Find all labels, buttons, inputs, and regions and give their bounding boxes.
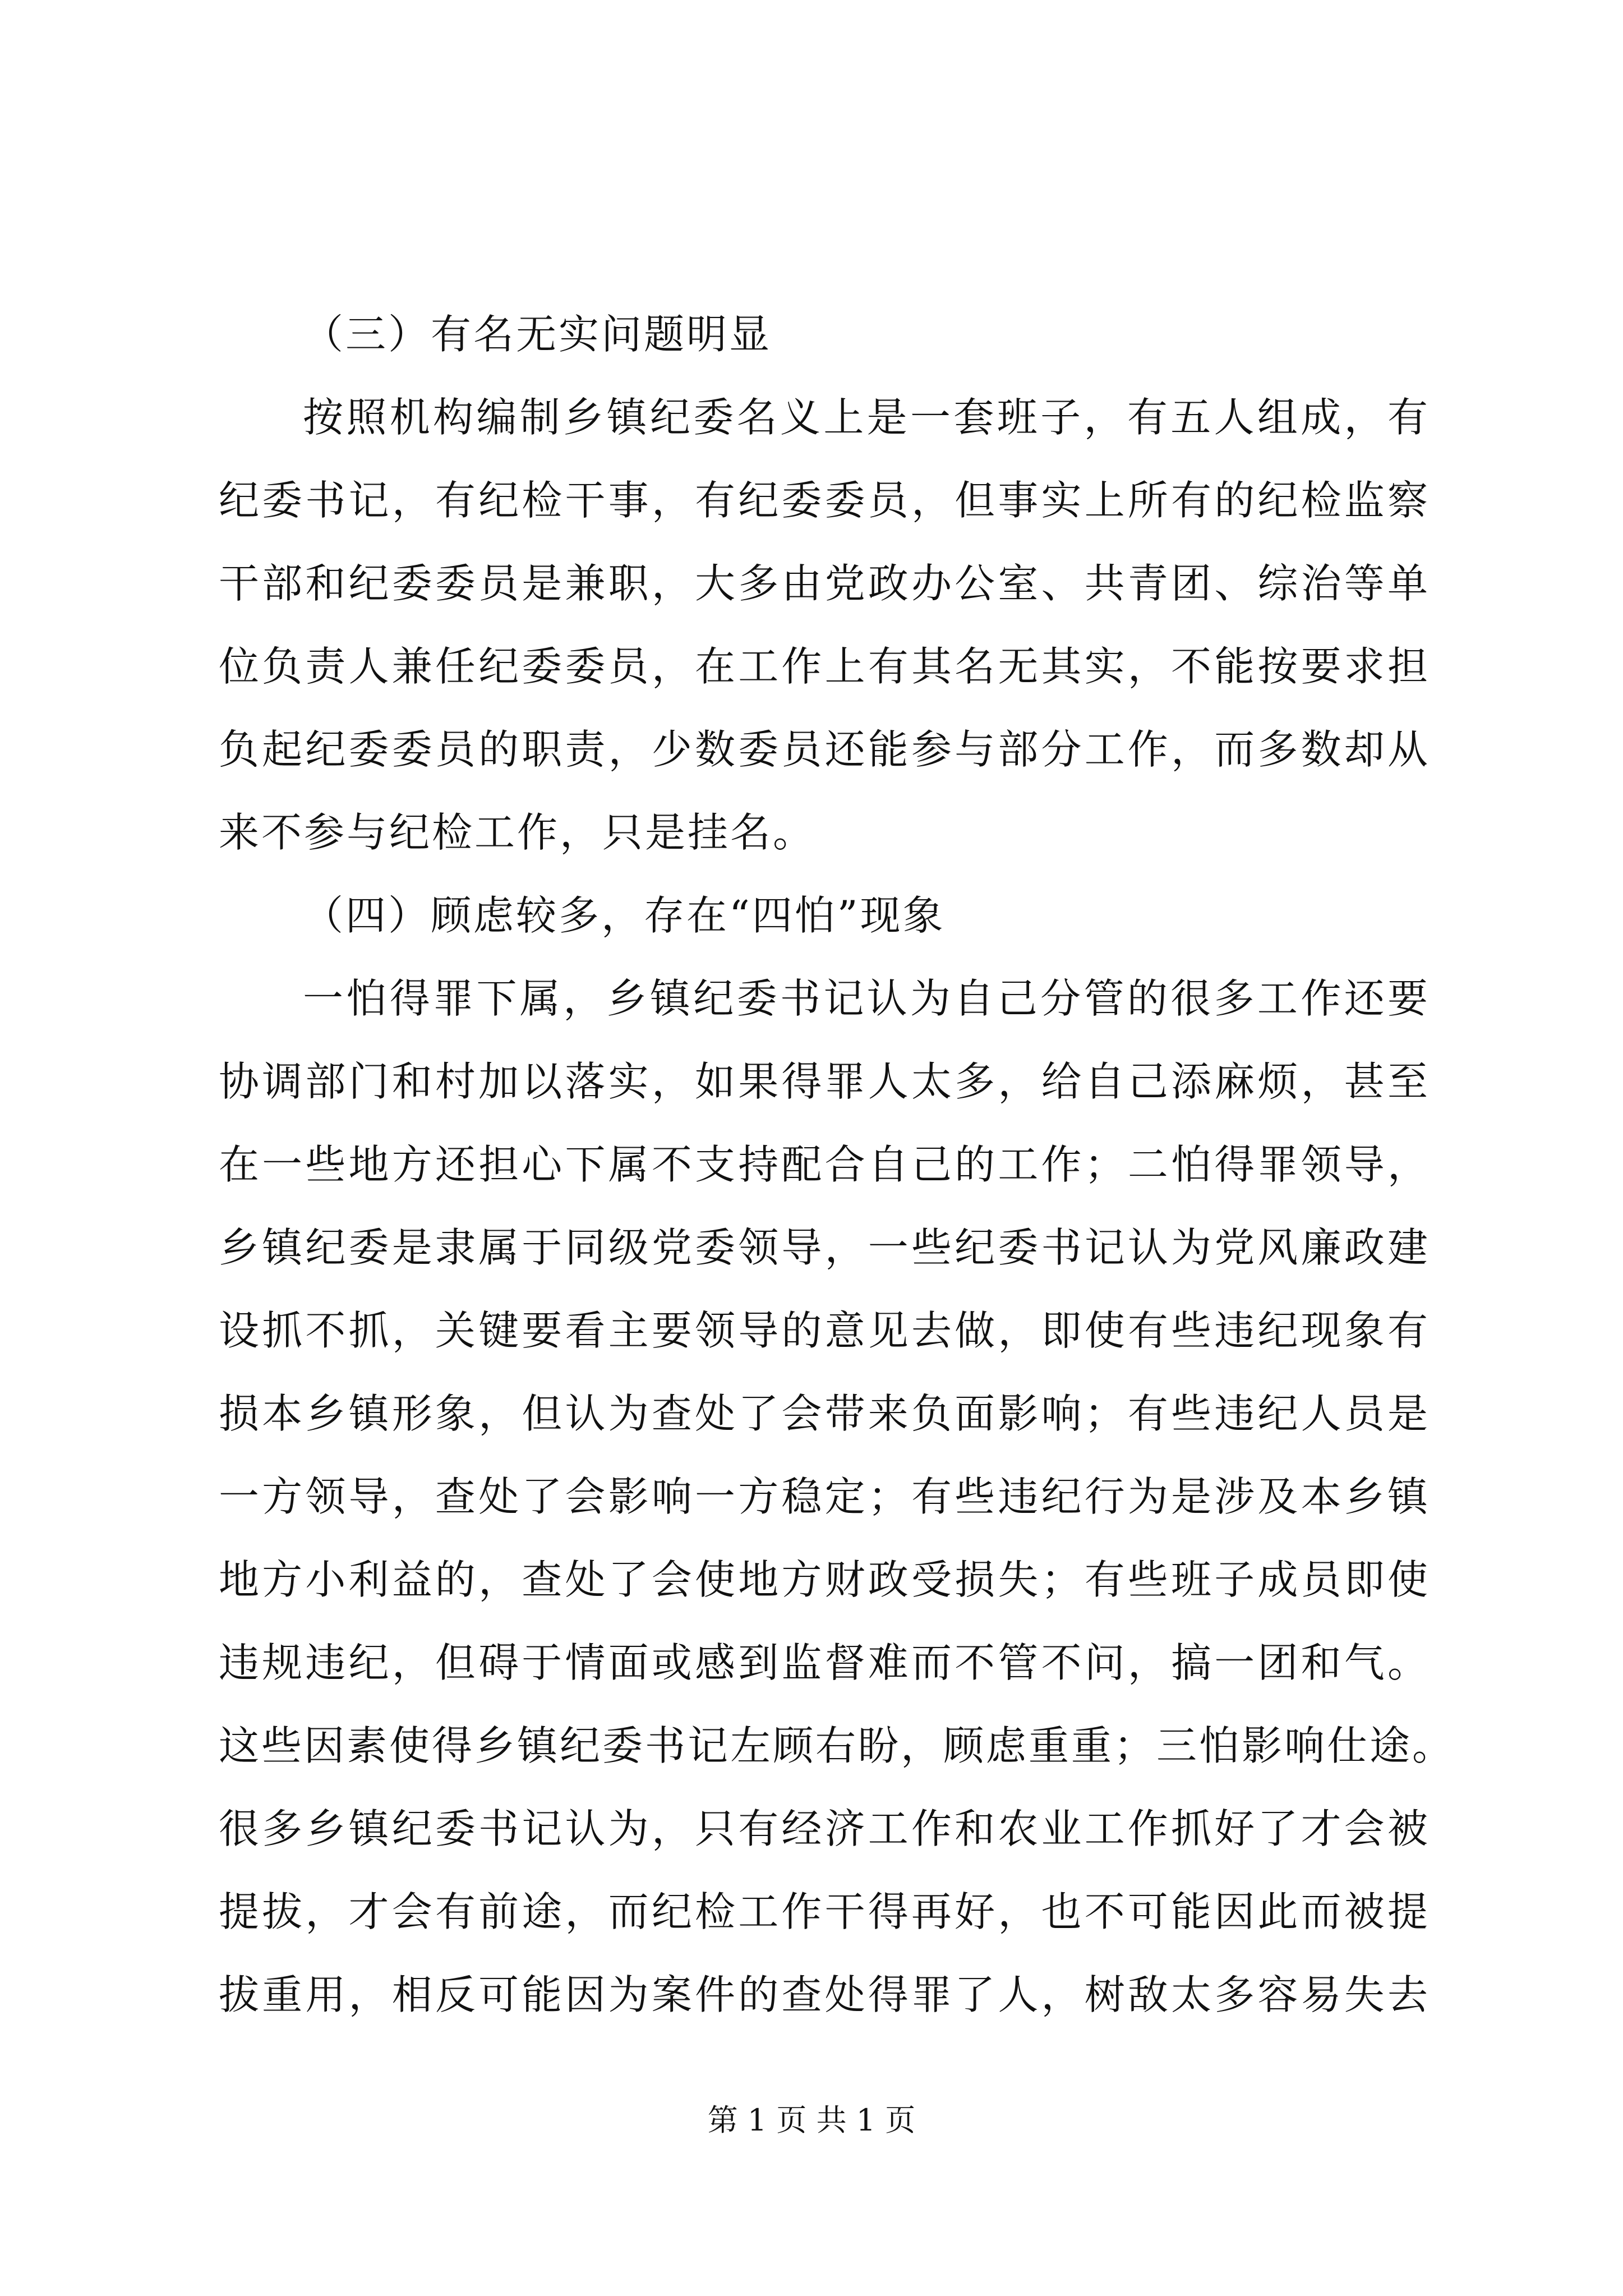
section-heading-4: （四）顾虑较多，存在“四怕”现象 xyxy=(303,892,946,939)
paragraph-line: 一方领导，查处了会影响一方稳定；有些违纪行为是涉及本乡镇 xyxy=(219,1473,1430,1520)
paragraph-line: 干部和纪委委员是兼职，大多由党政办公室、共青团、综治等单 xyxy=(219,560,1430,607)
paragraph-line: 负起纪委委员的职责，少数委员还能参与部分工作，而多数却从 xyxy=(219,726,1430,773)
paragraph-line: 违规违纪，但碍于情面或感到监督难而不管不问，搞一团和气。 xyxy=(219,1639,1430,1686)
paragraph-line: 提拔，才会有前途，而纪检工作干得再好，也不可能因此而被提 xyxy=(219,1888,1430,1935)
paragraph-line: 这些因素使得乡镇纪委书记左顾右盼，顾虑重重；三怕影响仕途。 xyxy=(219,1722,1455,1769)
paragraph-line: 拔重用，相反可能因为案件的查处得罪了人，树敌太多容易失去 xyxy=(219,1971,1430,2018)
paragraph-line: 来不参与纪检工作，只是挂名。 xyxy=(219,809,816,856)
paragraph-line: 按照机构编制乡镇纪委名义上是一套班子，有五人组成，有 xyxy=(303,394,1430,441)
section-heading-3: （三）有名无实问题明显 xyxy=(303,311,772,358)
paragraph-line: 位负责人兼任纪委委员，在工作上有其名无其实，不能按要求担 xyxy=(219,643,1430,690)
paragraph-line: 乡镇纪委是隶属于同级党委领导，一些纪委书记认为党风廉政建 xyxy=(219,1224,1430,1271)
paragraph-line: 一怕得罪下属，乡镇纪委书记认为自己分管的很多工作还要 xyxy=(303,975,1430,1022)
paragraph-line: 很多乡镇纪委书记认为，只有经济工作和农业工作抓好了才会被 xyxy=(219,1805,1430,1852)
page-number-footer: 第 1 页 共 1 页 xyxy=(707,2102,916,2138)
paragraph-line: 纪委书记，有纪检干事，有纪委委员，但事实上所有的纪检监察 xyxy=(219,477,1430,524)
paragraph-line: 地方小利益的，查处了会使地方财政受损失；有些班子成员即使 xyxy=(219,1556,1430,1603)
paragraph-line: 协调部门和村加以落实，如果得罪人太多，给自己添麻烦，甚至 xyxy=(219,1058,1430,1105)
paragraph-line: 在一些地方还担心下属不支持配合自己的工作；二怕得罪领导， xyxy=(219,1141,1430,1188)
paragraph-line: 损本乡镇形象，但认为查处了会带来负面影响；有些违纪人员是 xyxy=(219,1390,1430,1437)
paragraph-line: 设抓不抓，关键要看主要领导的意见去做，即使有些违纪现象有 xyxy=(219,1307,1430,1354)
